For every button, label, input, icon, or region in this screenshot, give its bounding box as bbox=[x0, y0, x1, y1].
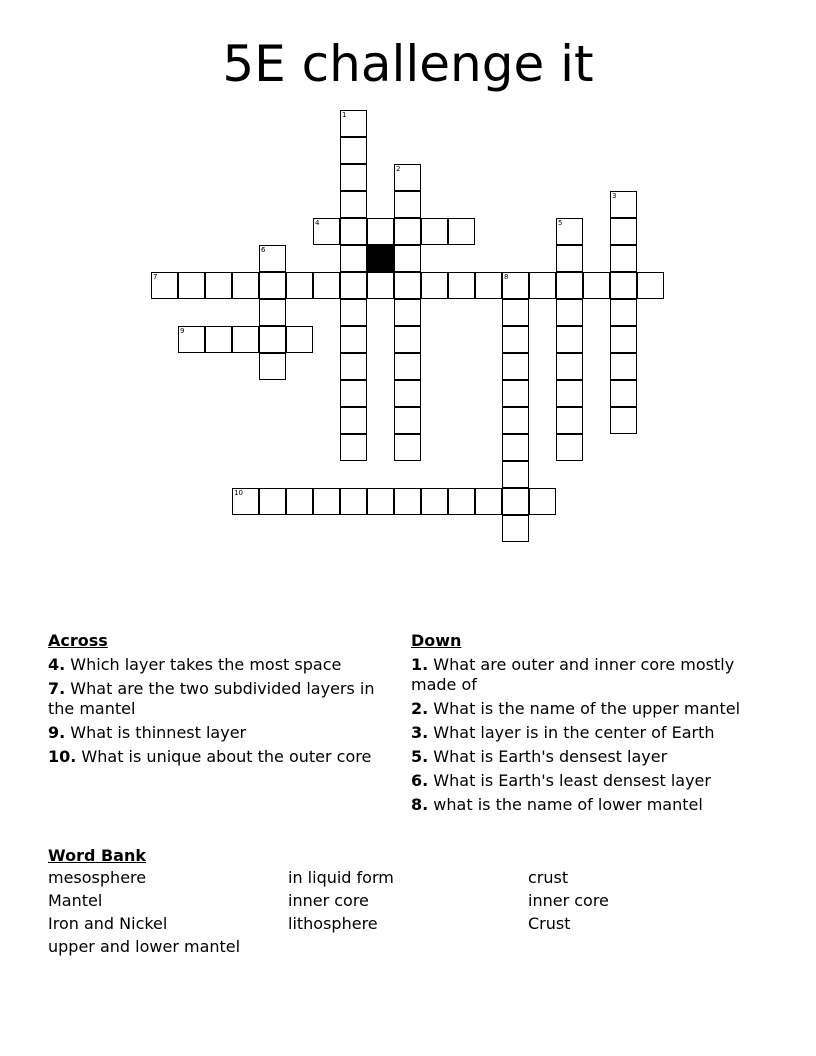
grid-cell[interactable] bbox=[394, 353, 421, 380]
grid-cell[interactable] bbox=[502, 407, 529, 434]
grid-cell[interactable] bbox=[502, 380, 529, 407]
grid-cell[interactable] bbox=[394, 164, 421, 191]
clue-text: What layer is in the center of Earth bbox=[428, 723, 715, 742]
grid-cell[interactable] bbox=[232, 272, 259, 299]
clue-text: What is unique about the outer core bbox=[76, 747, 372, 766]
grid-cell[interactable] bbox=[340, 434, 367, 461]
grid-cell[interactable] bbox=[421, 488, 448, 515]
cell-number: 3 bbox=[612, 192, 617, 200]
cell-number: 1 bbox=[342, 111, 347, 119]
grid-cell[interactable] bbox=[610, 245, 637, 272]
cell-number: 10 bbox=[234, 489, 243, 497]
across-clues bbox=[48, 655, 384, 771]
clue-text: what is the name of lower mantel bbox=[428, 795, 703, 814]
clue-number: 2. bbox=[411, 699, 429, 718]
word-bank-item: Iron and Nickel bbox=[48, 914, 168, 933]
grid-cell[interactable] bbox=[448, 218, 475, 245]
down-clue bbox=[411, 795, 761, 815]
grid-cell[interactable] bbox=[394, 488, 421, 515]
grid-cell[interactable] bbox=[313, 488, 340, 515]
clue-number: 8. bbox=[411, 795, 429, 814]
grid-cell[interactable] bbox=[448, 488, 475, 515]
grid-cell[interactable] bbox=[556, 272, 583, 299]
clue-text: What is Earth's least densest layer bbox=[428, 771, 711, 790]
grid-cell[interactable] bbox=[502, 515, 529, 542]
grid-cell[interactable] bbox=[475, 272, 502, 299]
grid-cell[interactable] bbox=[610, 272, 637, 299]
clue-number: 9. bbox=[48, 723, 66, 742]
grid-cell[interactable] bbox=[340, 299, 367, 326]
word-bank-heading: Word Bank bbox=[48, 846, 147, 865]
grid-cell[interactable] bbox=[178, 326, 205, 353]
grid-cell[interactable] bbox=[556, 380, 583, 407]
grid-cell[interactable] bbox=[340, 218, 367, 245]
grid-cell[interactable] bbox=[421, 218, 448, 245]
grid-cell[interactable] bbox=[610, 326, 637, 353]
grid-cell[interactable] bbox=[556, 299, 583, 326]
cell-number: 8 bbox=[504, 273, 509, 281]
grid-cell[interactable] bbox=[556, 218, 583, 245]
word-bank-item: Crust bbox=[528, 914, 571, 933]
word-bank-item: in liquid form bbox=[288, 868, 394, 887]
grid-cell[interactable] bbox=[367, 218, 394, 245]
grid-cell[interactable] bbox=[502, 434, 529, 461]
grid-cell[interactable] bbox=[232, 488, 259, 515]
grid-cell[interactable] bbox=[286, 326, 313, 353]
grid-cell[interactable] bbox=[502, 326, 529, 353]
clue-number: 7. bbox=[48, 679, 66, 698]
down-clue bbox=[411, 655, 761, 695]
word-bank-item: inner core bbox=[528, 891, 609, 910]
grid-cell[interactable] bbox=[610, 191, 637, 218]
grid-block bbox=[367, 245, 394, 272]
grid-cell[interactable] bbox=[583, 272, 610, 299]
grid-cell[interactable] bbox=[556, 434, 583, 461]
grid-cell[interactable] bbox=[610, 299, 637, 326]
grid-cell[interactable] bbox=[367, 488, 394, 515]
word-bank-item: Mantel bbox=[48, 891, 103, 910]
down-clue bbox=[411, 723, 761, 743]
grid-cell[interactable] bbox=[340, 272, 367, 299]
across-clue bbox=[48, 747, 384, 767]
grid-cell[interactable] bbox=[394, 326, 421, 353]
grid-cell[interactable] bbox=[610, 218, 637, 245]
grid-cell[interactable] bbox=[313, 272, 340, 299]
clue-text: What is the name of the upper mantel bbox=[428, 699, 741, 718]
down-heading: Down bbox=[411, 631, 462, 650]
clue-number: 6. bbox=[411, 771, 429, 790]
clue-number: 5. bbox=[411, 747, 429, 766]
grid-cell[interactable] bbox=[610, 407, 637, 434]
grid-cell[interactable] bbox=[394, 191, 421, 218]
grid-cell[interactable] bbox=[286, 272, 313, 299]
grid-cell[interactable] bbox=[340, 353, 367, 380]
clue-number: 1. bbox=[411, 655, 429, 674]
across-heading: Across bbox=[48, 631, 108, 650]
grid-cell[interactable] bbox=[394, 272, 421, 299]
word-bank-item: inner core bbox=[288, 891, 369, 910]
across-clue bbox=[48, 655, 384, 675]
grid-cell[interactable] bbox=[610, 380, 637, 407]
word-bank-item: crust bbox=[528, 868, 569, 887]
across-clue bbox=[48, 679, 384, 719]
grid-cell[interactable] bbox=[394, 218, 421, 245]
grid-cell[interactable] bbox=[502, 272, 529, 299]
grid-cell[interactable] bbox=[502, 461, 529, 488]
grid-cell[interactable] bbox=[205, 326, 232, 353]
grid-cell[interactable] bbox=[637, 272, 664, 299]
grid-cell[interactable] bbox=[340, 110, 367, 137]
grid-cell[interactable] bbox=[340, 245, 367, 272]
grid-cell[interactable] bbox=[340, 191, 367, 218]
clue-number: 4. bbox=[48, 655, 66, 674]
page-title: 5E challenge it bbox=[222, 35, 594, 93]
grid-cell[interactable] bbox=[475, 488, 502, 515]
grid-cell[interactable] bbox=[556, 326, 583, 353]
clue-text: What are the two subdivided layers in the mantel bbox=[48, 679, 375, 718]
grid-cell[interactable] bbox=[394, 407, 421, 434]
grid-cell[interactable] bbox=[529, 272, 556, 299]
grid-cell[interactable] bbox=[232, 326, 259, 353]
grid-cell[interactable] bbox=[556, 245, 583, 272]
clue-text: What are outer and inner core mostly made of bbox=[411, 655, 735, 694]
word-bank-item: upper and lower mantel bbox=[48, 937, 241, 956]
word-bank-item: mesosphere bbox=[48, 868, 147, 887]
grid-cell[interactable] bbox=[394, 245, 421, 272]
grid-cell[interactable] bbox=[151, 272, 178, 299]
grid-cell[interactable] bbox=[178, 272, 205, 299]
down-clues bbox=[411, 655, 761, 819]
grid-cell[interactable] bbox=[313, 218, 340, 245]
grid-cell[interactable] bbox=[340, 488, 367, 515]
down-clue bbox=[411, 699, 761, 719]
grid-cell[interactable] bbox=[259, 272, 286, 299]
grid-cell[interactable] bbox=[556, 353, 583, 380]
down-clue bbox=[411, 771, 761, 791]
grid-cell[interactable] bbox=[502, 353, 529, 380]
grid-cell[interactable] bbox=[259, 353, 286, 380]
grid-cell[interactable] bbox=[394, 434, 421, 461]
down-clue bbox=[411, 747, 761, 767]
grid-cell[interactable] bbox=[205, 272, 232, 299]
grid-cell[interactable] bbox=[502, 488, 529, 515]
cell-number: 4 bbox=[315, 219, 320, 227]
across-clue bbox=[48, 723, 384, 743]
grid-cell[interactable] bbox=[340, 407, 367, 434]
grid-cell[interactable] bbox=[340, 326, 367, 353]
grid-cell[interactable] bbox=[259, 245, 286, 272]
grid-cell[interactable] bbox=[340, 164, 367, 191]
grid-cell[interactable] bbox=[259, 488, 286, 515]
cell-number: 5 bbox=[558, 219, 563, 227]
cell-number: 2 bbox=[396, 165, 401, 173]
grid-cell[interactable] bbox=[259, 326, 286, 353]
grid-cell[interactable] bbox=[502, 299, 529, 326]
grid-cell[interactable] bbox=[394, 380, 421, 407]
grid-cell[interactable] bbox=[340, 380, 367, 407]
grid-cell[interactable] bbox=[367, 272, 394, 299]
grid-cell[interactable] bbox=[448, 272, 475, 299]
cell-number: 9 bbox=[180, 327, 185, 335]
clue-text: What is thinnest layer bbox=[65, 723, 247, 742]
grid-cell[interactable] bbox=[610, 353, 637, 380]
grid-cell[interactable] bbox=[394, 299, 421, 326]
word-bank-item: lithosphere bbox=[288, 914, 378, 933]
grid-cell[interactable] bbox=[340, 137, 367, 164]
grid-cell[interactable] bbox=[259, 299, 286, 326]
grid-cell[interactable] bbox=[529, 488, 556, 515]
grid-cell[interactable] bbox=[421, 272, 448, 299]
cell-number: 7 bbox=[153, 273, 158, 281]
clue-number: 10. bbox=[48, 747, 77, 766]
grid-cell[interactable] bbox=[286, 488, 313, 515]
clue-text: Which layer takes the most space bbox=[65, 655, 342, 674]
clue-text: What is Earth's densest layer bbox=[428, 747, 668, 766]
cell-number: 6 bbox=[261, 246, 266, 254]
grid-cell[interactable] bbox=[556, 407, 583, 434]
clue-number: 3. bbox=[411, 723, 429, 742]
